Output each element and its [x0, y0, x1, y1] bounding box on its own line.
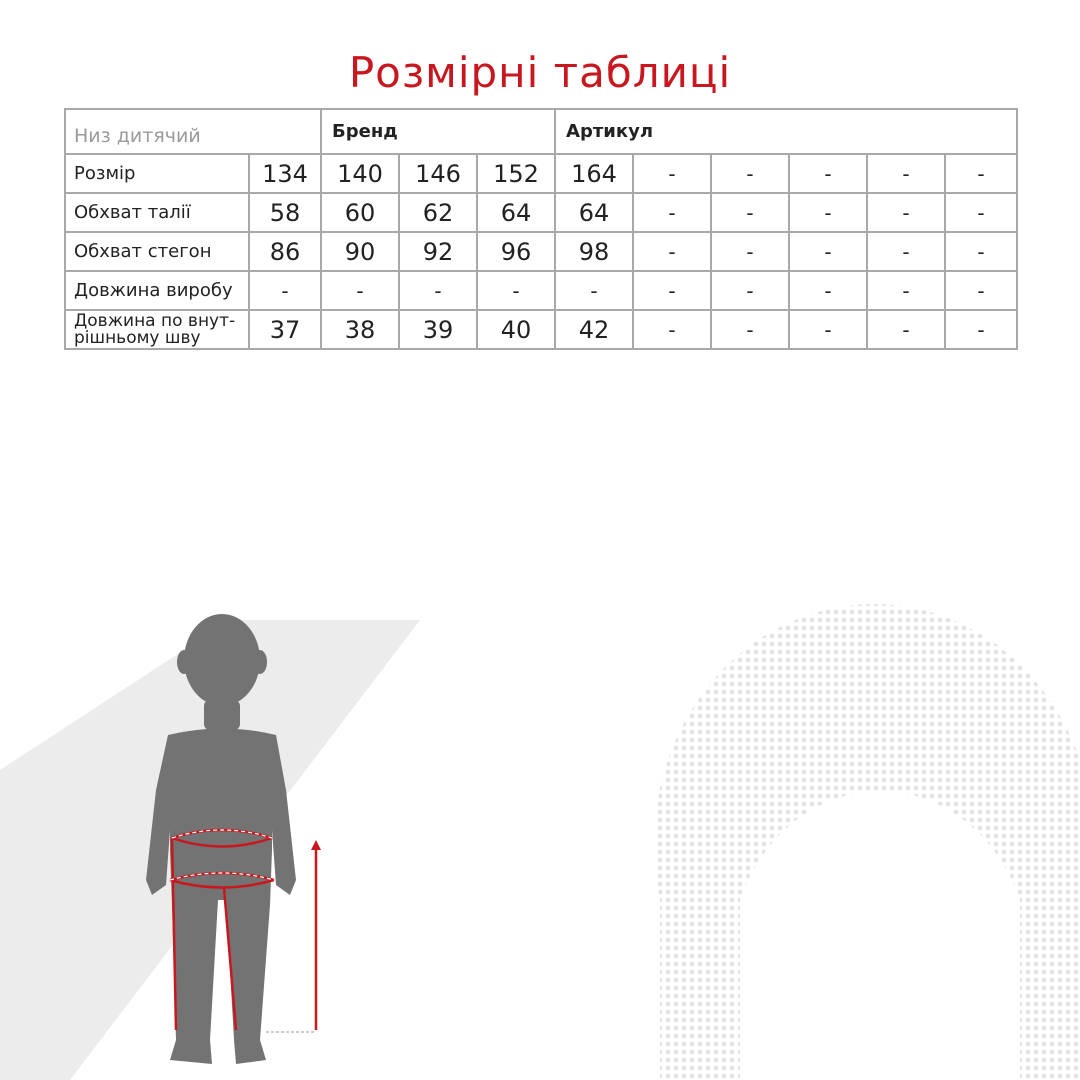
table-cell: - — [711, 232, 789, 271]
table-cell: - — [945, 271, 1017, 310]
table-cell: - — [945, 232, 1017, 271]
table-cell: - — [399, 271, 477, 310]
table-cell: - — [711, 271, 789, 310]
table-cell: - — [945, 310, 1017, 349]
table-cell: - — [867, 271, 945, 310]
table-cell: - — [477, 271, 555, 310]
table-cell: - — [711, 310, 789, 349]
page-title: Розмірні таблиці — [348, 48, 732, 97]
article-label: Артикул — [555, 109, 1017, 154]
row-label: Розмір — [65, 154, 249, 193]
category-label: Низ дитячий — [65, 109, 321, 154]
table-cell: 64 — [555, 193, 633, 232]
table-row — [65, 154, 1017, 193]
table-cell: 164 — [555, 154, 633, 193]
table-cell: 146 — [399, 154, 477, 193]
table-cell: 90 — [321, 232, 399, 271]
table-row — [65, 232, 1017, 271]
table-row — [65, 271, 1017, 310]
table-cell: - — [249, 271, 321, 310]
table-cell: 58 — [249, 193, 321, 232]
table-cell: 134 — [249, 154, 321, 193]
table-cell: - — [945, 154, 1017, 193]
table-cell: - — [711, 154, 789, 193]
table-cell: 96 — [477, 232, 555, 271]
row-label: Довжина виробу — [65, 271, 249, 310]
row-label: Обхват талії — [65, 193, 249, 232]
table-cell: 42 — [555, 310, 633, 349]
table-cell: 37 — [249, 310, 321, 349]
table-cell: 40 — [477, 310, 555, 349]
table-cell: - — [789, 193, 867, 232]
table-cell: - — [633, 193, 711, 232]
table-row — [65, 193, 1017, 232]
table-cell: - — [555, 271, 633, 310]
table-cell: 60 — [321, 193, 399, 232]
brand-label: Бренд — [321, 109, 555, 154]
size-table — [64, 108, 1018, 350]
table-header-row — [65, 109, 1017, 154]
table-cell: - — [789, 232, 867, 271]
table-cell: 92 — [399, 232, 477, 271]
table-cell: 86 — [249, 232, 321, 271]
row-label-line: рішньому шву — [74, 327, 201, 348]
row-label — [65, 310, 249, 349]
table-cell: - — [633, 154, 711, 193]
table-cell: 140 — [321, 154, 399, 193]
table-cell: - — [321, 271, 399, 310]
table-cell: - — [867, 310, 945, 349]
table-cell: - — [867, 193, 945, 232]
table-cell: - — [633, 271, 711, 310]
table-cell: 39 — [399, 310, 477, 349]
table-cell: 62 — [399, 193, 477, 232]
table-cell: 98 — [555, 232, 633, 271]
table-cell: - — [633, 232, 711, 271]
table-cell: - — [867, 232, 945, 271]
row-label: Обхват стегон — [65, 232, 249, 271]
table-cell: - — [633, 310, 711, 349]
table-cell: - — [711, 193, 789, 232]
table-cell: - — [789, 310, 867, 349]
table-cell: 64 — [477, 193, 555, 232]
table-cell: - — [789, 271, 867, 310]
table-cell: - — [867, 154, 945, 193]
row-label-line: Довжина по внут- — [74, 310, 236, 331]
table-cell: - — [789, 154, 867, 193]
table-cell: 38 — [321, 310, 399, 349]
table-cell: - — [945, 193, 1017, 232]
table-cell: 152 — [477, 154, 555, 193]
table-row — [65, 310, 1017, 349]
